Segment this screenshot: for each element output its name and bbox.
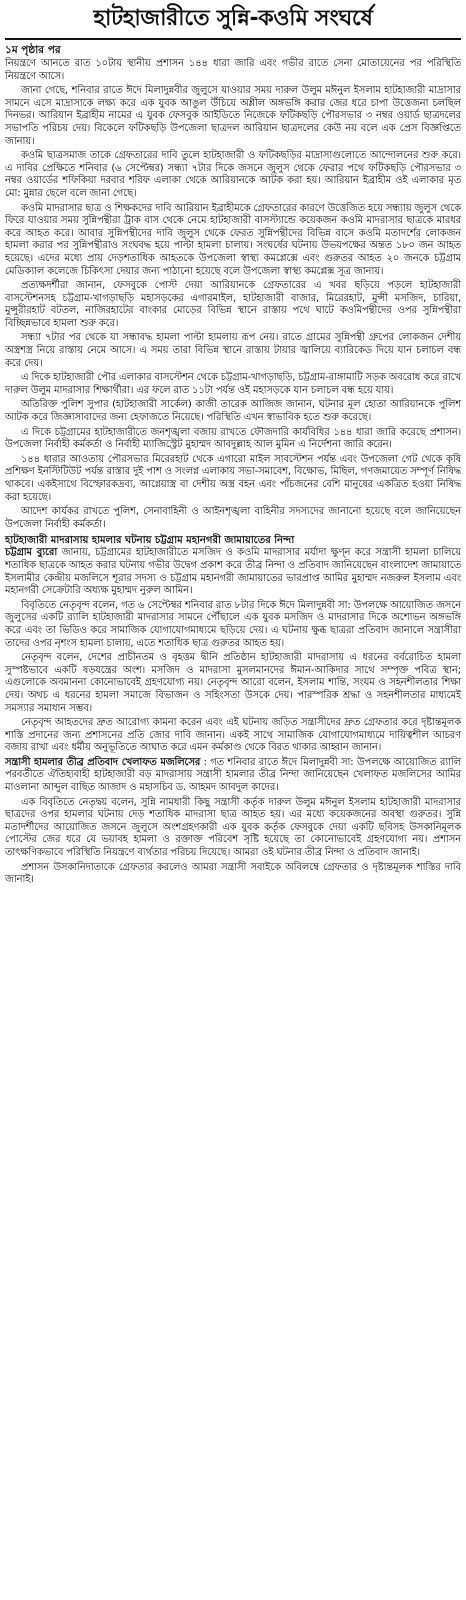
dateline-lead: চট্টগ্রাম ব্যুরো	[5, 547, 58, 559]
paragraph: আদেশ কার্যকর রাখতে পুলিশ, সেনাবাহিনী ও আইনশৃঙ্খলা বাহিনীর সদস্যদের জানানো হয়েছে বলে জানিয়েছেন উপজেলা নির্বাহী কর্মকর্তা।	[5, 506, 461, 530]
paragraph: বিবৃতিতে নেতৃবৃন্দ বলেন, গত ৬ সেপ্টেম্বর শনিবার রাত ৮টার দিকে ঈদে মিলাদুন্নবী সা: উপলক্ষে আয়োজিত জসনে জুলুসের একটি র‍্যালি হাটহাজারী মাদরাসার সামনে পৌঁছালে এক যুবক মসজিদ ও মাদরাসার দিকে অশোভন অঙ্গভঙ্গি করে এবং তা ভিডিও করে সামাজিক যোগাযোগমাধ্যমে ছড়িয়ে দেয়। এ ঘটনায় ক্ষুব্ধ ছাত্ররা প্রতিবাদ জানালে সন্ত্রাসীরা তাদের ওপর নৃশংস হামলা চালায়, এতে শতাধিক ছাত্র গুরুতর আহত হয়।	[5, 599, 461, 649]
paragraph: জানা গেছে, শনিবার রাতে ঈদে মিলাদুন্নবীর জুলুসে যাওয়ার সময় দারুল উলুম মঈনুল ইসলাম হাটহাজারী মাদ্রাসার সামনে এসে মাদ্রাসাকে লক্ষ্য করে এক যুবক আঙুল উঁচিয়ে অশ্লীল অঙ্গভঙ্গি করার জের ধরে চাপা উত্তেজনা চলছিল দিনভর। আরিয়ান ইব্রাহীম নামের এ যুবক ফেসবুক আইডিতে নিজেকে ফটিকছড়ি পৌরসভার ৩ নম্বর ওয়ার্ড ছাত্রদলের সভাপতি পরিচয় দেয়। বিকেলে ফটিকছড়ি উপজেলা ছাত্রদল আরিয়ান ছাত্রদলের কেউ নয় বলে এক প্রেস বিজ্ঞপ্তিতে জানায়।	[5, 85, 461, 147]
paragraph: নেতৃবৃন্দ বলেন, দেশের প্রাচীনতম ও বৃহত্তম দ্বীনি প্রতিষ্ঠান হাটহাজারী মাদরাসায় এ ধরনের বর্বরোচিত হামলা সুস্পষ্টভাবে একটি ষড়যন্ত্রের অংশ। মসজিদ ও মাদরাসা মুসলমানদের ঈমান-আকিদার সাথে সম্পৃক্ত পবিত্র স্থান; এগুলোকে অবমাননা কোনোভাবেই গ্রহণযোগ্য নয়। নেতৃবৃন্দ আরো বলেন, ইসলাম শান্তি, সংযম ও সহনশীলতার শিক্ষা দেয়। অথচ এ ধরনের হামলা সমাজে বিভাজন ও সহিংসতা উসকে দেয়। পারস্পরিক শ্রদ্ধা ও সহনশীলতার মাধ্যমেই সমস্যার সমাধান সম্ভব।	[5, 652, 461, 714]
paragraph: প্রশাসন উসকানিদাতাকে গ্রেফতার করলেও আমরা সন্ত্রাসী সবাইকে অবিলম্বে গ্রেফতার ও দৃষ্টান্তমূলক শাস্তির দাবি জানাই।	[5, 861, 461, 886]
paragraph: এ দিকে চট্টগ্রামের হাটহাজারীতে জনশৃঙ্খলা বজায় রাখতে ফৌজদারি কার্যবিধির ১৪৪ ধারা জারি করেছে প্রশাসন। উপজেলা নির্বাহী কর্মকর্তা ও নির্বাহী ম্যাজিস্ট্রেট মুহাম্মদ আবদুল্লাহ আল মুমিন এ নির্দেশনা জারি করেন।	[5, 426, 461, 451]
paragraph: সন্ধ্যা ৭টার পর থেকে যা সন্ধাবদ্ধ হামলা পাল্টা হামলায় রূপ নেয়। রাতে গ্রামের সুন্নিপন্থী গ্রুপের লোকজন দেশীয় অস্ত্রশস্ত্র নিয়ে রাস্তায় নেমে আসে। এ সময় তারা বিভিন্ন স্থানে রাস্তায় টায়ার জ্বালিয়ে ব্যারিকেড দিয়ে যান চলাচল বন্ধ করে দেয়।	[5, 332, 461, 369]
headline-rule	[5, 38, 461, 40]
paragraph: এক বিবৃতিতে নেতৃদ্বয় বলেন, সুন্নি নামধারী কিছু সন্ত্রাসী কর্তৃক দারুল উলুম মঈনুল ইসলাম হাটহাজারী মাদরাসার ছাত্রদের ওপর হামলার ঘটনায় দেড় শতাধিক মাদরাসা ছাত্র আহত হয়। এর মধ্যে কয়েকজনের অবস্থা গুরুতর। সুন্নি মতাদর্শীদের আয়োজিত জসনে জুলুসে অংশগ্রহণকারী এক যুবক কর্তৃক ফেসবুকে দেয়া একটি ছবিসহ উসকানিমূলক পোস্টের জের ধরে যে ভয়াবহ হামলা ও রক্তাক্ত পরিবেশ সৃষ্টি হয়েছে তা কোনোভাবেই গ্রহণযোগ্য নয়। প্রশাসন তাৎক্ষণিকভাবে পরিস্থিতি নিয়ন্ত্রণে ব্যর্থতার পরিচয় দিয়েছে। আমরা ওই ঘটনার তীব্র নিন্দা ও প্রতিবাদ জানাই।	[5, 796, 461, 859]
section-subhead: হাটহাজারী মাদরাসায় হামলার ঘটনায় চট্টগ্রাম মহানগরী জামায়াতের নিন্দা	[5, 535, 295, 547]
paragraph: ১৪৪ ধারার আওতায় পৌরসভার মিরেরহাট থেকে এগারো মাইল সাবস্টেশন পর্যন্ত এবং উপজেলা গেট থেকে কৃষি প্রশিক্ষণ ইনস্টিটিউট পর্যন্ত রাস্তার দুই পাশ ও সংলগ্ন এলাকায় সভা-সমাবেশ, বিক্ষোভ, মিছিল, গণজমায়েত সম্পূর্ণ নিষিদ্ধ থাকবে। একইসাথে বিস্ফোরকদ্রব্য, আগ্নেয়াস্ত্র বা দেশীয় অস্ত্র বহন এবং পাঁচজনের বেশি মানুষের একত্রিত হওয়া নিষিদ্ধ করা হয়েছে।	[5, 453, 461, 503]
headline: হাটহাজারীতে সুন্নি-কওমি সংঘর্ষে	[93, 6, 373, 31]
paragraph	[5, 547, 461, 597]
continued-from-label: ১ম পৃষ্ঠার পর	[5, 44, 61, 56]
paragraph-text: জানায়, চট্টগ্রামের হাটহাজারীতে মসজিদ ও কওমি মাদরাসার মর্যাদা ক্ষুণ্ন করে সন্ত্রাসী হামলা চালিয়ে শতাধিক ছাত্রকে আহত করার ঘটনায় গভীর উদ্বেগ প্রকাশ করে তীব্র নিন্দা ও প্রতিবাদ জানিয়েছেন বাংলাদেশ জামায়াতে ইসলামীর কেন্দ্রীয় মজলিসে শূরার সদস্য ও চট্টগ্রাম মহানগরী জামায়াতের ভারপ্রাপ্ত আমির মুহাম্মদ নজরুল ইসলাম এবং মহানগরী সেক্রেটারি অধ্যক্ষ মুহাম্মদ নুরুল আমিন।	[5, 547, 461, 597]
paragraph: এ দিকে হাটহাজারী পৌর এলাকার বাসস্টেশন থেকে চট্টগ্রাম-খাগড়াছড়ি, চট্টগ্রাম-রাঙ্গামাটি সড়ক অবরোধ করে রাখে দারুল উলুম মাদরাসার শিক্ষার্থীরা। এর ফলে রাত ১১টা পর্যন্ত ওই মহাসড়কে যান চলাচল বন্ধ হয়ে যায়।	[5, 372, 461, 396]
paragraph: কওমি মাদরাসার ছাত্র ও শিক্ষকদের দাবি আরিয়ান ইব্রাহীমকে গ্রেফতারের কারণে উত্তেজিত হয়ে সন্ধ্যায় জুলুস থেকে ফিরে যাওয়ার সময় সুন্নিপন্থীরা ট্রাক বাস থেকে নেমে হাটহাজারী বাসস্ট্যান্ডে কয়েকজন কওমি মাদরাসার ছাত্রকে মারধর করে আহত করে। আবার সুন্নিপন্থীদের দাবি জুলুস থেকে ফেরত সুন্নিপন্থীদের বিভিন্ন বাসে কওমি মতাদর্শের লোকজন হামলা করার পর সুন্নিপন্থীরাও সংঘবদ্ধ হয়ে পাল্টা হামলা চালায়। সংঘর্ষের ঘটনায় উভয়পক্ষের অন্তত ১৮০ জন আহত হয়েছে। এদের মধ্যে প্রায় দেড়শতাধিক আহতকে উপজেলা স্বাস্থ্য কমপ্লেক্সে এবং গুরুতর আহত ২০ জনকে চট্টগ্রাম মেডিক্যাল কলেজে চিকিৎসা দেয়ার জন্য পাঠানো হয়েছে বলে উপজেলা স্বাস্থ্য কমপ্লেক্স সূত্র জানায়।	[5, 202, 461, 277]
cut-off-next-headline	[40, 1592, 426, 1600]
article-body	[5, 58, 461, 887]
section-lead: সন্ত্রাসী হামলার তীব্র প্রতিবাদ খেলাফত মজলিসের	[5, 756, 201, 768]
paragraph: নিয়ন্ত্রণে আনতে রাত ১০টায় স্থানীয় প্রশাসন ১৪৪ ধারা জারি এবং গভীর রাতে সেনা মোতায়েনের পর পরিস্থিতি নিয়ন্ত্রণে আসে।	[5, 58, 461, 82]
paragraph	[5, 757, 461, 795]
paragraph: প্রত্যক্ষদর্শীরা জানান, ফেসবুকে পোস্ট দেয়া আরিয়ানকে গ্রেফতারের এ খবর ছড়িয়ে পড়লে হাটহাজারী বাসস্টেশনসহ চট্টগ্রাম-খাগড়াছড়ি মহাসড়কের এগারমাইল, হাটহাজারী বাজার, মিরেরহাট, মুন্সী মসজিদ, চারিয়া, মুন্সুরীরহাট বটতল, নাজিরহাটের বাংকার মোড়ের বিভিন্ন স্থানে রাস্তায় পথে ঘাটে কওমিপন্থীদের ওপর সুন্নিপন্থীরা বিচ্ছিন্নভাবে হামলা শুরু করে।	[5, 280, 461, 329]
paragraph-text: : গত শনিবার রাতে ঈদে মিলাদুন্নবী সা: উপলক্ষে আয়োজিত র‍্যালি পরবর্তীতে ঐতিহ্যবাহী হাটহাজারী বড় মাদরাসায় সন্ত্রাসী হামলার তীব্র নিন্দা জানিয়েছেন খেলাফত মজলিসের আমির মাওলানা আব্দুল বাছিত আজাদ ও মহাসচিব ড. আহমদ আবদুল কাদের।	[5, 756, 461, 794]
paragraph: কওমি ছাত্রসমাজ তাকে গ্রেফতারের দাবি তুলে হাটহাজারী ও ফটিকছড়ির মাদ্রাসাগুলোতে আন্দোলনের শুরু করে। এ দাবির প্রেক্ষিতে শনিবার (৬ সেপ্টেম্বর) সন্ধ্যা ৭টার দিকে জসনে জুলুস থেকে ফেরার পথে ফটিকছড়ি পৌরসভার ৩ নম্বর ওয়ার্ডের শফিকিয়া দরবার শরিফ এলাকা থেকে আরিয়ানকে আটক করা হয়। আরিয়ান ইব্রাহীম ওই এলাকার মৃত মো: মুন্নার ছেলে বলে জানা গেছে।	[5, 150, 461, 199]
paragraph: অতিরিক্ত পুলিশ সুপার (হাটহাজারী সার্কেল) কাজী তারেক আজিজ জানান, ঘটনার মূল হোতা আরিয়ানকে পুলিশ আটক করে জিজ্ঞাসাবাদের জন্য হেফাজতে নিয়েছে। পরিস্থিতি এখন স্বাভাবিক হতে শুরু করেছে।	[5, 399, 461, 424]
paragraph: নেতৃবৃন্দ আহতদের দ্রুত আরোগ্য কামনা করেন এবং এই ঘটনায় জড়িত সন্ত্রাসীদের দ্রুত গ্রেফতার করে দৃষ্টান্তমূলক শাস্তি প্রদানের জন্য প্রশাসনের প্রতি জোর দাবি জানান। একই সাথে সামাজিক যোগাযোগমাধ্যমে দায়িত্বশীল আচরণ বজায় রাখা এবং ধর্মীয় অনুভূতিতে আঘাত করে এমন কর্মকাণ্ড থেকে বিরত থাকার আহ্বান জানান।	[5, 717, 461, 754]
